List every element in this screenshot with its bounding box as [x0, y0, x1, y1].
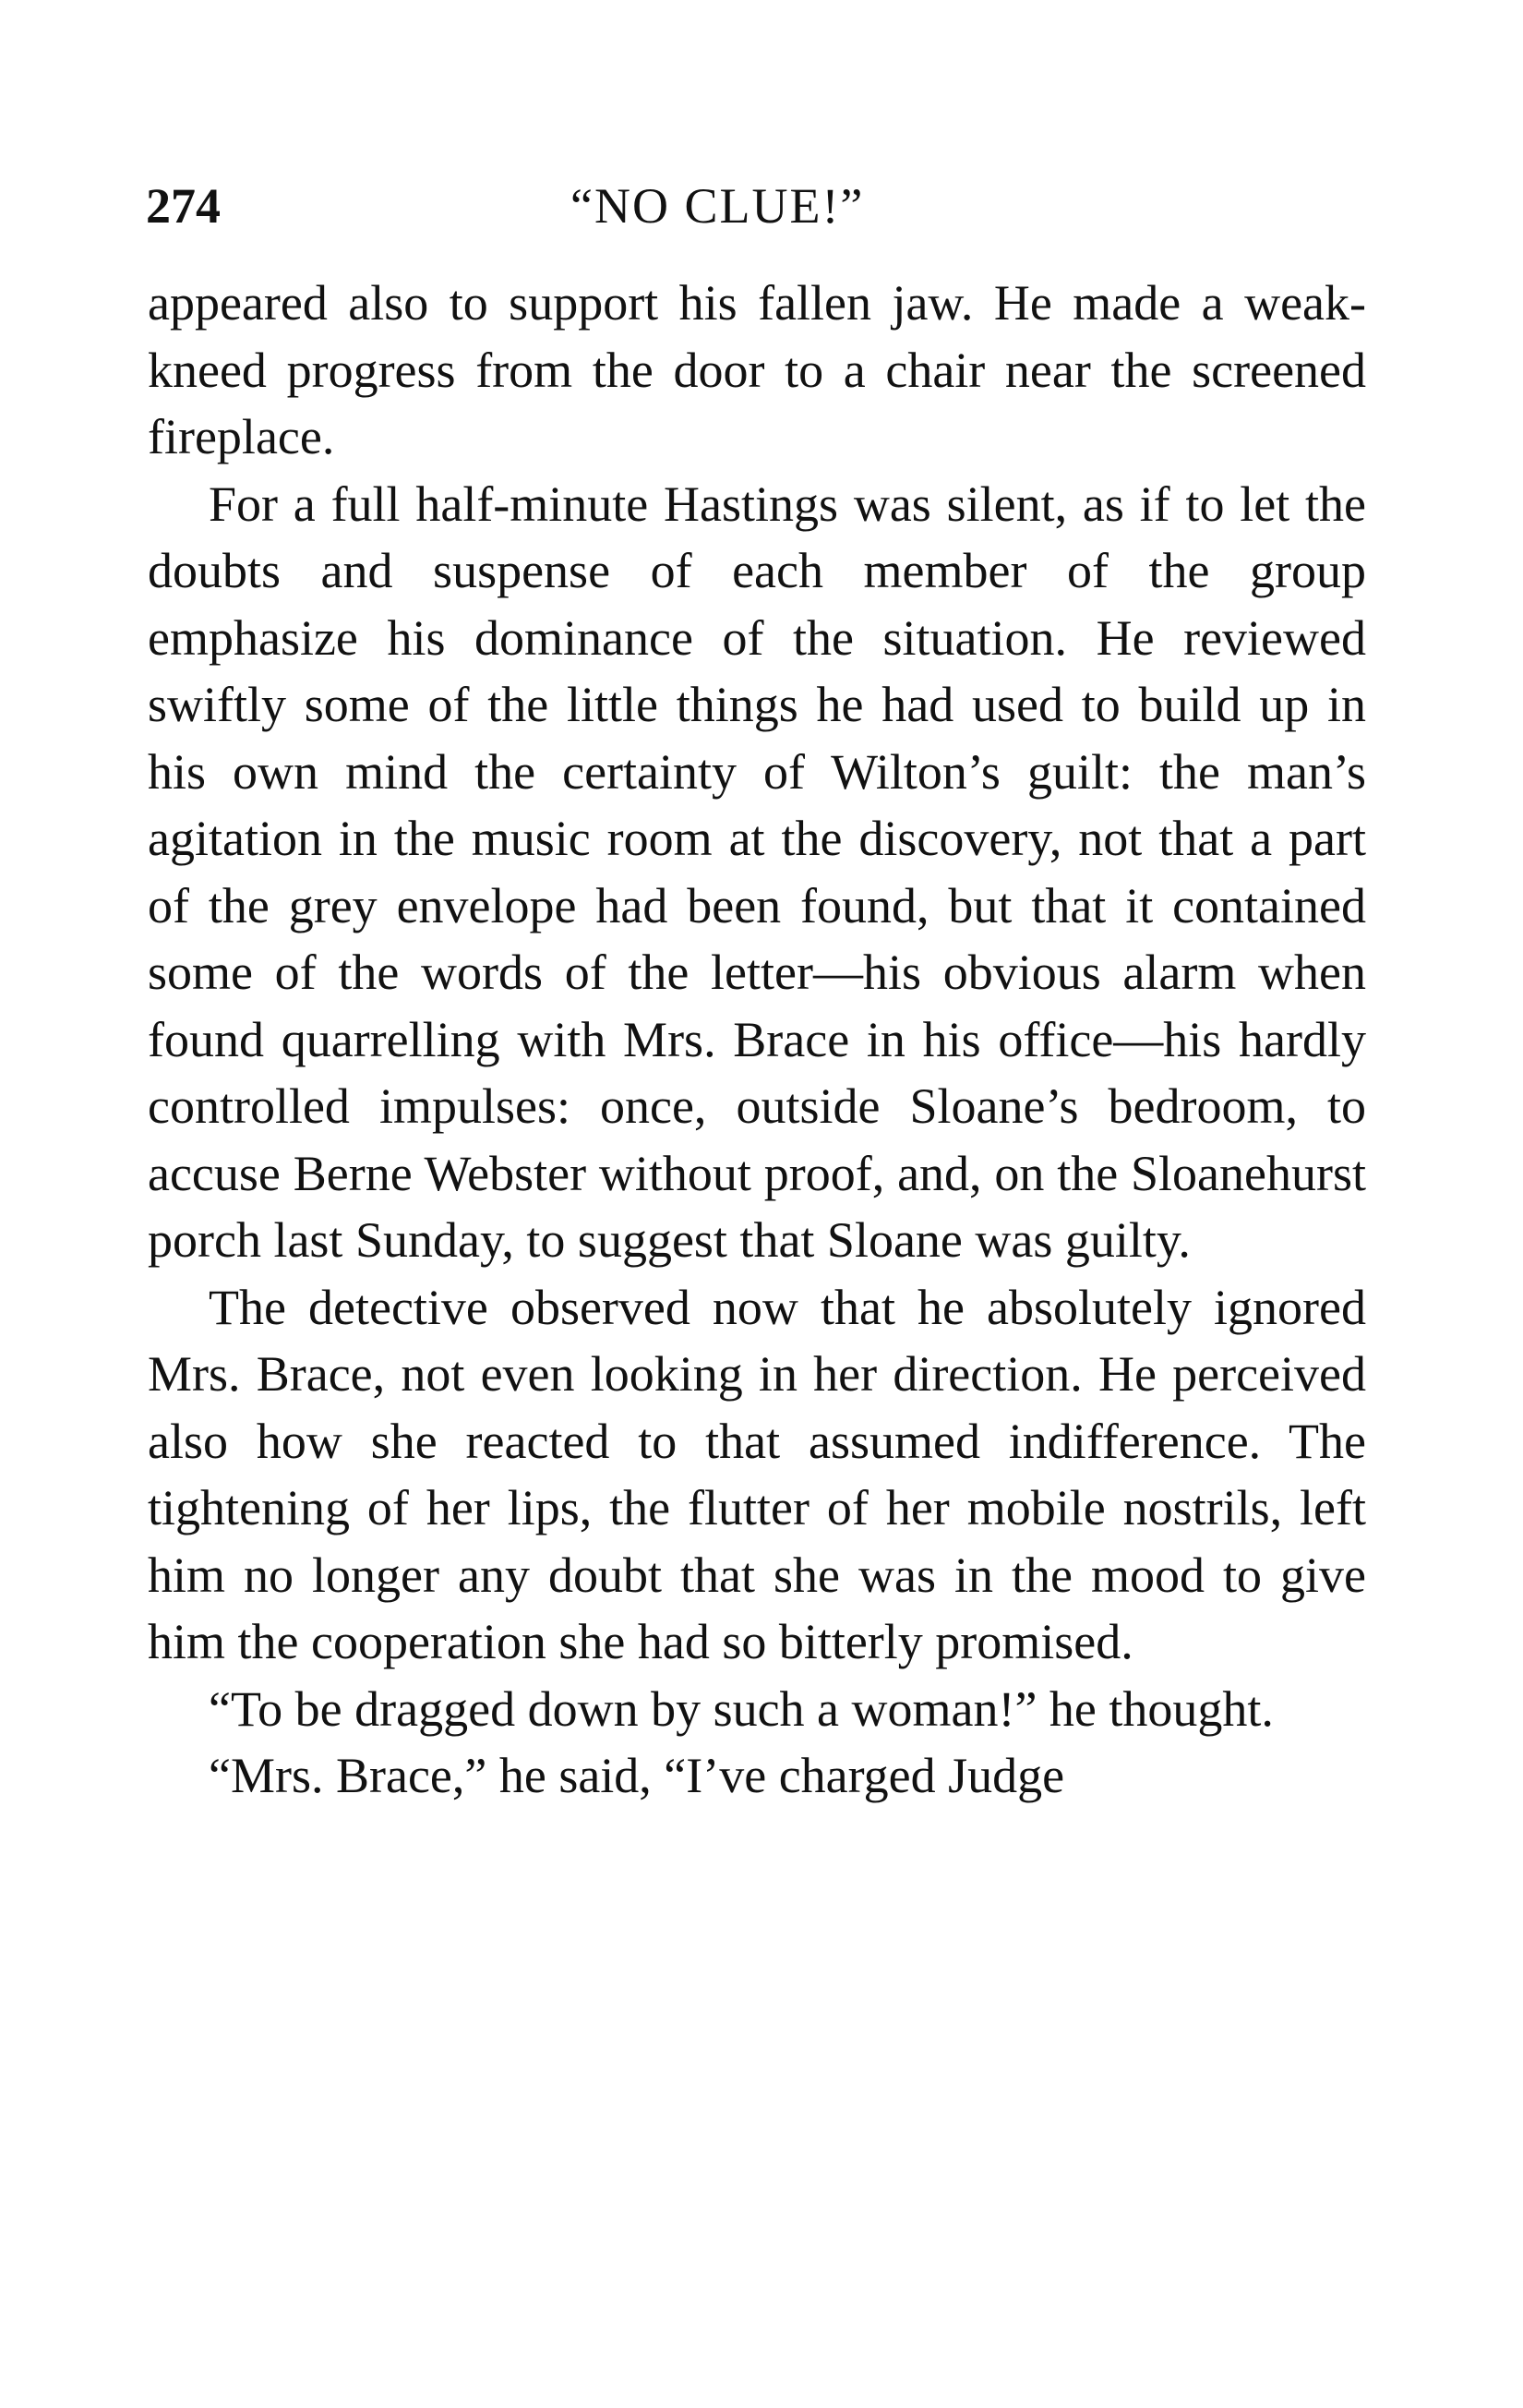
paragraph: “Mrs. Brace,” he said, “I’ve charged Judge — [209, 1748, 1065, 1803]
page-header — [146, 174, 1364, 238]
body-text — [148, 270, 1366, 1810]
running-title: “NO CLUE!” — [570, 178, 865, 234]
paragraph: The detective observed now that he absolutely ignored Mrs. Brace, not even looking in her direction. He perceived also how she reacted to that assumed indifference. The tightening of her lips, the flutter of her mobile nostrils, left him no longer any doubt that she was in the mood to give him the cooperation she had so bitterly promised. — [148, 1279, 1366, 1669]
paragraph: “To be dragged down by such a woman!” he thought. — [209, 1680, 1274, 1737]
page-number: 274 — [146, 178, 221, 234]
paragraph: For a full half-minute Hastings was silent, as if to let the doubts and suspense of each member of the group emphasize his dominance of the situation. He reviewed swiftly some of the little things he had used to build up in his own mind the certainty of Wilton’s guilt: the man’s agitation in the music room at the discovery, not that a part of the grey envelope had been found, but that it contained some of the words of the letter—his obvious alarm when found quarrelling with Mrs. Brace in his office—his hardly controlled impulses: once, outside Sloane’s bedroom, to accuse Berne Webster without proof, and, on the Sloanehurst porch last Sunday, to suggest that Sloane was guilty. — [148, 476, 1366, 1268]
paragraph: appeared also to support his fallen jaw. He made a weak-kneed progress from the door to a chair near the screened fireplace. — [148, 275, 1366, 464]
